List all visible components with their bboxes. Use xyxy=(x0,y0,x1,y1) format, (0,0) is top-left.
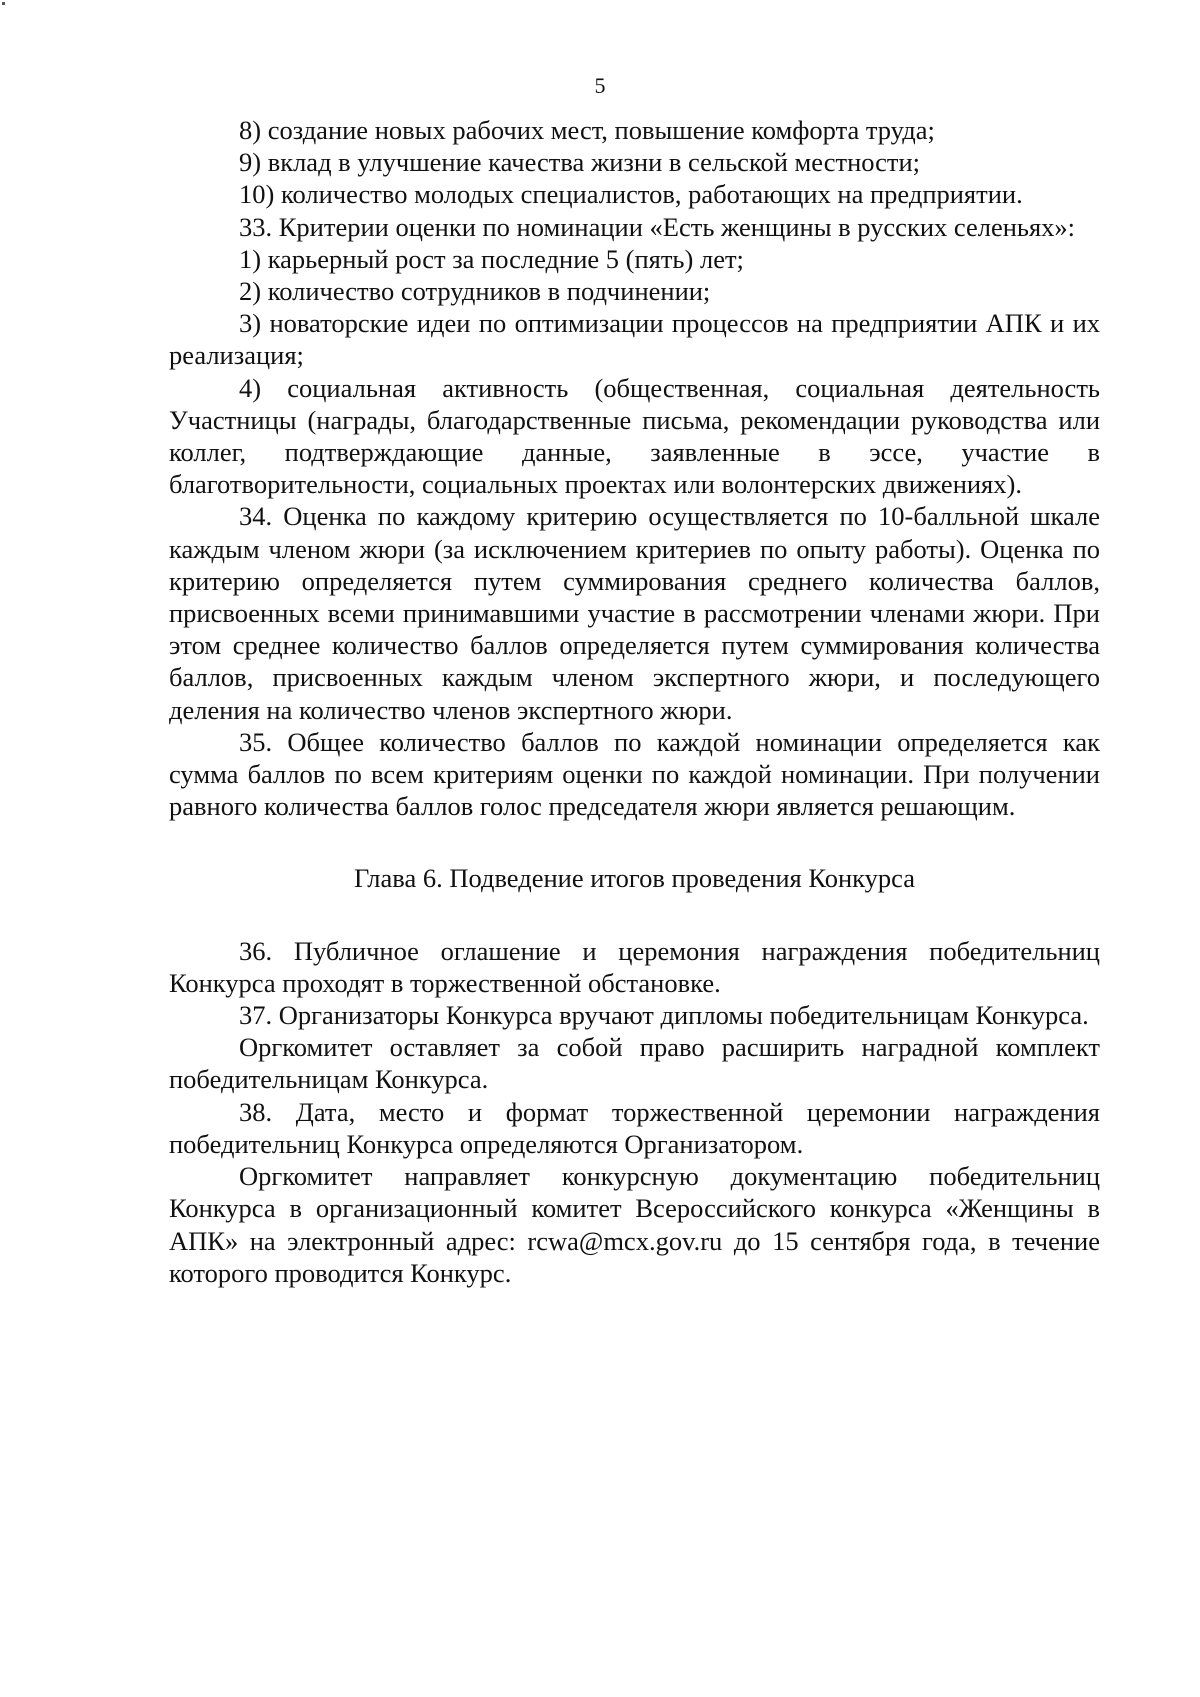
paragraph-37: 37. Организаторы Конкурса вручают дипломы победительницам Конкурса. xyxy=(239,1000,1089,1031)
list-item-9: 9) вклад в улучшение качества жизни в сельской местности; xyxy=(239,147,921,178)
paragraph-33: 33. Критерии оценки по номинации «Есть женщины в русских селеньях»: xyxy=(239,211,1076,242)
paragraph-38-note: Оргкомитет направляет конкурсную документацию победительниц Конкурса в организационный комитет Всероссийского конкурса «Женщины в АПК» на электронный адрес: rcwa@mcx.gov.ru до 15 сентября года, в течение которого проводится Конкурс. xyxy=(169,1161,1100,1288)
page-number: 5 xyxy=(594,73,606,98)
document-body xyxy=(169,114,1100,1289)
paragraph-34: 34. Оценка по каждому критерию осуществляется по 10-балльной шкале каждым членом жюри (за исключением критериев по опыту работы). Оценка по критерию определяется путем суммирования среднего количества баллов, присвоенных всеми принимавшими участие в рассмотрении членами жюри. При этом среднее количество баллов определяется путем суммирования количества баллов, присвоенных каждым членом экспертного жюри, и последующего деления на количество членов экспертного жюри. xyxy=(169,501,1100,725)
criteria-33-item-4: 4) социальная активность (общественная, социальная деятельность Участницы (награды, благодарственные письма, рекомендации руководства или коллег, подтверждающие данные, заявленные в эссе, участие в благотворительности, социальных проектах или волонтерских движениях). xyxy=(169,372,1100,500)
criteria-33-item-3: 3) новаторские идеи по оптимизации процессов на предприятии АПК и их реализация; xyxy=(169,308,1100,371)
list-item-8: 8) создание новых рабочих мест, повышение комфорта труда; xyxy=(239,115,935,145)
paragraph-36: 36. Публичное оглашение и церемония награждения победительниц Конкурса проходят в торжественной обстановке. xyxy=(169,935,1100,998)
paragraph-37-note: Оргкомитет оставляет за собой право расширить наградной комплект победительницам Конкурса. xyxy=(169,1032,1100,1095)
scan-artifact xyxy=(2,2,5,5)
chapter-title: Глава 6. Подведение итогов проведения Конкурса xyxy=(353,863,915,894)
paragraph-35: 35. Общее количество баллов по каждой номинации определяется как сумма баллов по всем критериям оценки по каждой номинации. При получении равного количества баллов голос председателя жюри является решающим. xyxy=(169,726,1100,822)
list-item-10: 10) количество молодых специалистов, работающих на предприятии. xyxy=(239,179,1023,210)
criteria-33-item-1: 1) карьерный рост за последние 5 (пять) лет; xyxy=(239,243,744,274)
criteria-33-item-2: 2) количество сотрудников в подчинении; xyxy=(239,276,711,307)
paragraph-38: 38. Дата, место и формат торжественной церемонии награждения победительниц Конкурса определяются Организатором. xyxy=(169,1096,1100,1159)
